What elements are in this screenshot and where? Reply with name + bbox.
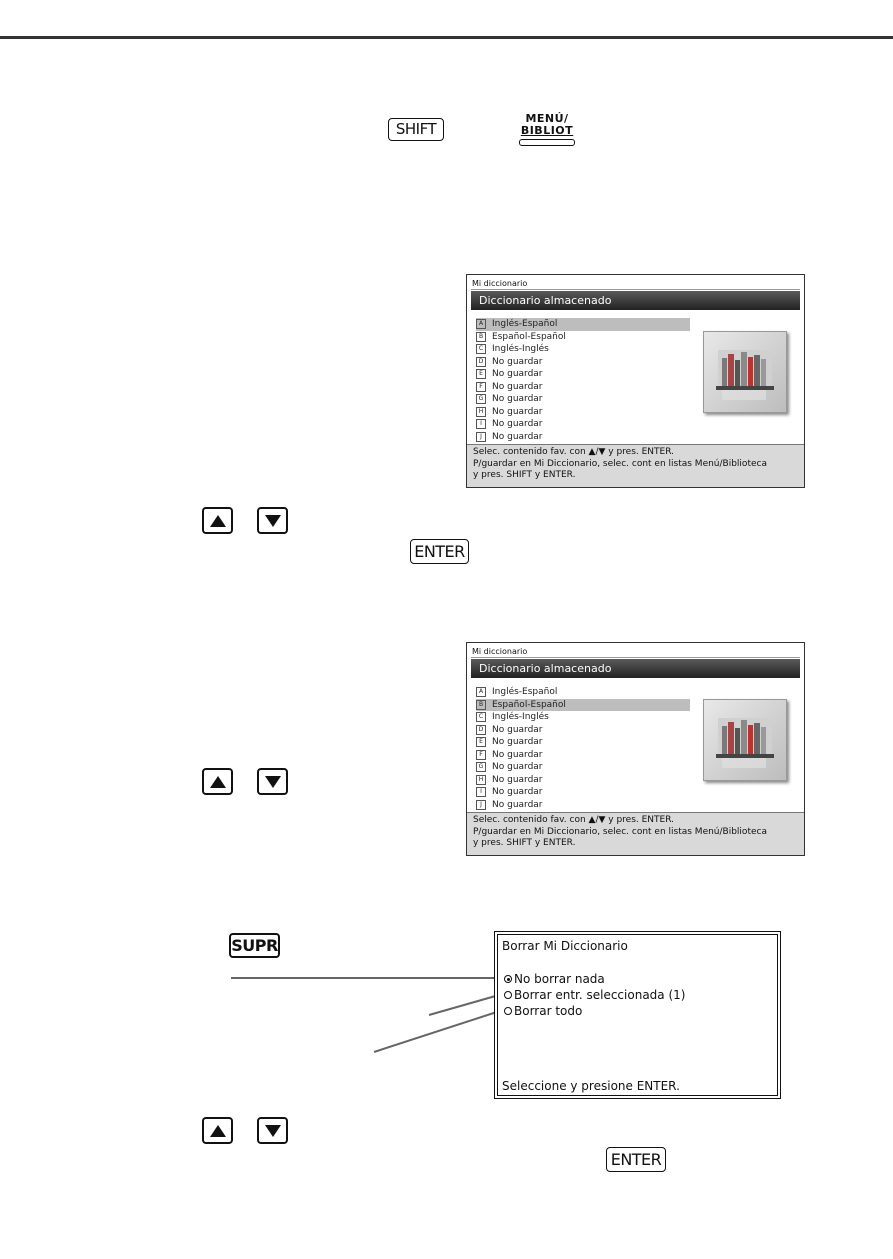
item-letter-badge: A	[476, 687, 486, 697]
item-letter-badge: J	[476, 800, 486, 810]
screen-crumb: Mi diccionario	[472, 647, 528, 656]
dialog-footer: Seleccione y presione ENTER.	[502, 1079, 680, 1093]
footer-line: y pres. SHIFT y ENTER.	[473, 470, 576, 480]
supr-key: SUPR	[229, 933, 280, 958]
footer-line: Selec. contenido fav. con ▲/▼ y pres. ENTER.	[473, 815, 675, 825]
item-letter-badge: F	[476, 382, 486, 392]
item-label: No guardar	[492, 737, 543, 747]
item-label: No guardar	[492, 787, 543, 797]
option-borrar-todo[interactable]	[504, 1004, 582, 1018]
radio-icon	[504, 1007, 512, 1015]
menu-key-label-2: BIBLIOT	[520, 124, 574, 137]
item-label: Inglés-Español	[492, 319, 558, 329]
screen-header: Diccionario almacenado	[471, 659, 800, 678]
delete-dialog	[497, 934, 778, 1096]
item-letter-badge: D	[476, 357, 486, 367]
shift-key: SHIFT	[388, 118, 444, 141]
item-letter-badge: D	[476, 725, 486, 735]
item-label: Español-Español	[492, 331, 566, 342]
item-label: Español-Español	[492, 699, 566, 710]
item-label: Inglés-Español	[492, 687, 558, 697]
item-letter-badge: B	[476, 700, 486, 710]
item-letter-badge: B	[476, 332, 486, 342]
item-label: No guardar	[492, 406, 543, 417]
footer-line: P/guardar en Mi Diccionario, selec. cont en listas Menú/Biblioteca	[473, 458, 767, 469]
item-letter-badge: C	[476, 344, 486, 354]
item-letter-badge: A	[476, 319, 486, 329]
item-label: No guardar	[492, 431, 543, 442]
radio-icon	[504, 975, 512, 983]
down-arrow-key-icon	[257, 1117, 288, 1144]
item-letter-badge: G	[476, 394, 486, 404]
item-letter-badge: H	[476, 407, 486, 417]
enter-key: ENTER	[606, 1147, 666, 1172]
option-label: Borrar entr. seleccionada (1)	[514, 988, 686, 1002]
enter-key: ENTER	[410, 539, 469, 564]
item-label: Inglés-Inglés	[492, 344, 549, 354]
item-letter-badge: G	[476, 762, 486, 772]
item-letter-badge: I	[476, 787, 486, 797]
dialog-title: Borrar Mi Diccionario	[502, 939, 628, 953]
item-label: Inglés-Inglés	[492, 712, 549, 722]
item-label: No guardar	[492, 394, 543, 404]
item-letter-badge: J	[476, 432, 486, 442]
up-arrow-key-icon	[202, 1117, 233, 1144]
item-letter-badge: E	[476, 369, 486, 379]
item-label: No guardar	[492, 419, 543, 429]
item-label: No guardar	[492, 381, 543, 392]
menu-key-label-1: MENÚ/	[525, 112, 569, 125]
item-label: No guardar	[492, 762, 543, 772]
footer-line: P/guardar en Mi Diccionario, selec. cont en listas Menú/Biblioteca	[473, 826, 767, 837]
radio-icon	[504, 991, 512, 999]
screen-header: Diccionario almacenado	[471, 291, 800, 310]
item-label: No guardar	[492, 749, 543, 760]
item-letter-badge: H	[476, 775, 486, 785]
option-no-borrar[interactable]	[504, 972, 605, 986]
screen-crumb: Mi diccionario	[472, 279, 528, 288]
footer-line: Selec. contenido fav. con ▲/▼ y pres. ENTER.	[473, 447, 675, 457]
option-label: No borrar nada	[514, 972, 605, 986]
item-letter-badge: F	[476, 750, 486, 760]
item-label: No guardar	[492, 724, 543, 735]
item-label: No guardar	[492, 774, 543, 785]
item-letter-badge: E	[476, 737, 486, 747]
item-letter-badge: I	[476, 419, 486, 429]
footer-line: y pres. SHIFT y ENTER.	[473, 838, 576, 848]
item-label: No guardar	[492, 799, 543, 810]
option-label: Borrar todo	[514, 1004, 583, 1018]
item-label: No guardar	[492, 356, 543, 367]
item-label: No guardar	[492, 369, 543, 379]
option-borrar-seleccionada[interactable]	[504, 988, 685, 1002]
item-letter-badge: C	[476, 712, 486, 722]
